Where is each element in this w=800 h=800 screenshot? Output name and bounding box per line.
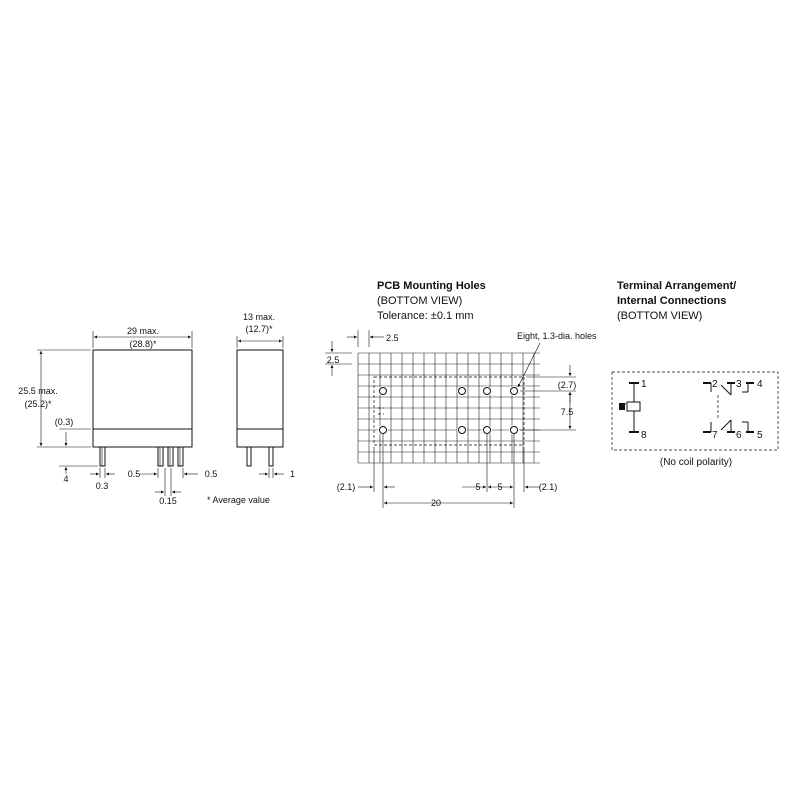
pitch-a-label: 5 [475, 482, 481, 492]
height-avg-label: (25.2)* [24, 399, 52, 409]
pin-number-1: 1 [641, 379, 647, 390]
contact-set-a [703, 383, 754, 395]
pcb-grid [358, 353, 540, 463]
height-max-label: 25.5 max. [18, 386, 58, 396]
right-offset-label: (2.1) [538, 482, 558, 492]
pin-number-3: 3 [736, 379, 742, 390]
coil-polarity-note: (No coil polarity) [659, 457, 733, 468]
pin-number-6: 6 [736, 430, 742, 441]
pin-width-left-label: 0.5 [127, 469, 141, 479]
pin-thickness-label: 0.3 [95, 481, 109, 491]
pin-number-2: 2 [712, 379, 718, 390]
pin-front-2 [158, 447, 163, 466]
pcb-tolerance-label: Tolerance: ±0.1 mm [377, 310, 474, 322]
width-max-label: 29 max. [126, 326, 160, 336]
pin-number-4: 4 [757, 379, 763, 390]
front-view [18, 326, 270, 506]
pin-gap-label: 0.15 [159, 496, 177, 506]
pin-number-7: 7 [712, 430, 718, 441]
offset-top-label: (2.7) [557, 380, 577, 390]
mounting-holes [378, 386, 519, 435]
pcb-mounting-holes [325, 280, 597, 508]
depth-avg-label: (12.7)* [245, 324, 273, 334]
span-label: 20 [430, 498, 442, 508]
pin-number-5: 5 [757, 430, 763, 441]
contact-set-b [703, 420, 754, 432]
holes-note: Eight, 1.3-dia. holes [517, 331, 597, 341]
relay-outline [374, 377, 524, 445]
side-view [237, 312, 295, 479]
row-pitch-label: 7.5 [560, 407, 574, 417]
pin-front-4 [178, 447, 183, 466]
relay-body-front [93, 350, 192, 447]
terminal-arrangement [612, 280, 778, 468]
pin-side-1 [247, 447, 251, 466]
terminal-view-label: (BOTTOM VIEW) [617, 310, 703, 322]
pin-front-1 [100, 447, 105, 466]
pin-pitch-label: 1 [290, 469, 296, 479]
pitch-b-label: 5 [497, 482, 503, 492]
pcb-title: PCB Mounting Holes [377, 280, 486, 292]
pin-width-right-label: 0.5 [204, 469, 218, 479]
pin-front-3 [168, 447, 173, 466]
terminal-title-line2: Internal Connections [617, 295, 727, 307]
grid-y-label: 2.5 [326, 355, 340, 365]
depth-max-label: 13 max. [242, 312, 276, 322]
relay-body-side [237, 350, 283, 447]
pin-number-8: 8 [641, 430, 647, 441]
average-value-footnote: * Average value [207, 495, 270, 505]
pin-side-2 [269, 447, 273, 466]
coil-symbol [619, 383, 640, 432]
standoff-label: (0.3) [54, 417, 74, 427]
left-offset-label: (2.1) [336, 482, 356, 492]
pin-length-label: 4 [63, 474, 69, 484]
grid-x-label: 2.5 [386, 333, 399, 343]
width-avg-label: (28.8)* [129, 339, 157, 349]
terminal-title-line1: Terminal Arrangement/ [617, 280, 737, 292]
pcb-view-label: (BOTTOM VIEW) [377, 295, 463, 307]
